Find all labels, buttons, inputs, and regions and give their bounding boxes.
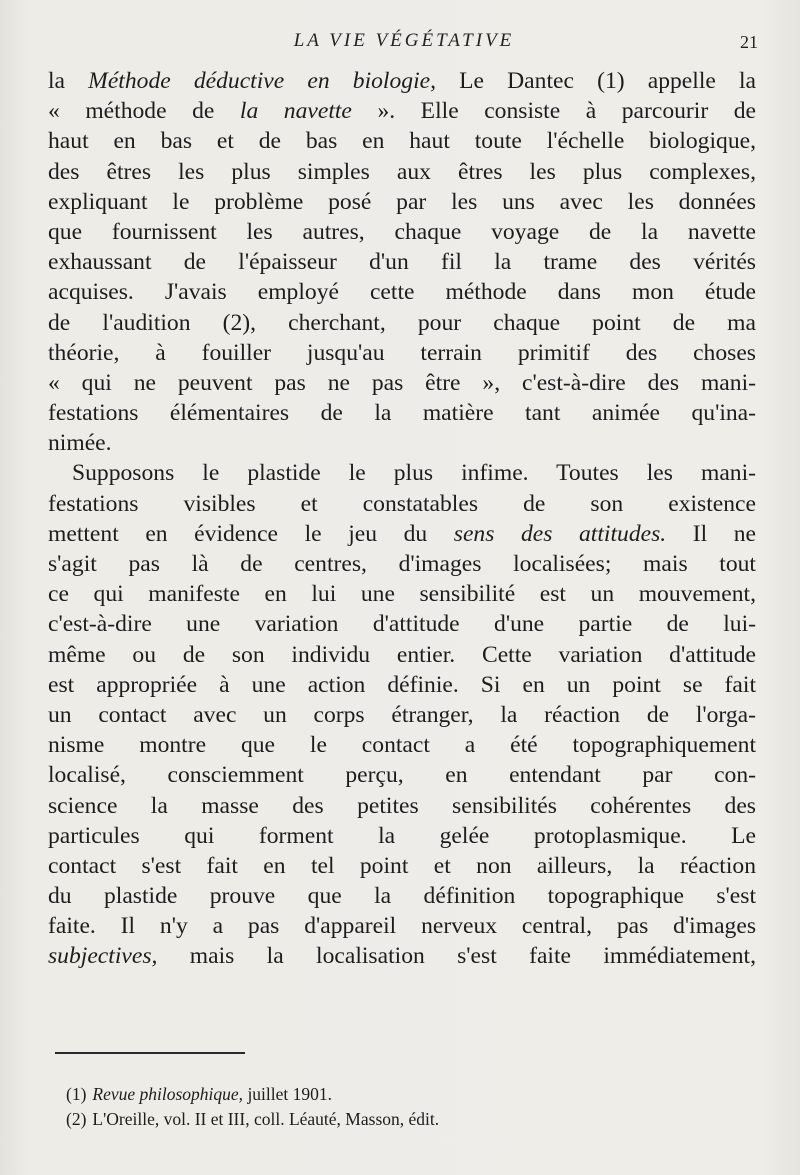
text-run: particules qui forment la gelée protoplasmique. Le — [48, 822, 756, 849]
text-line — [48, 730, 756, 760]
text-run: que fournissent les autres, chaque voyage de la navette — [48, 218, 756, 245]
text-run: s'agit pas là de centres, d'images localisées; mais tout — [48, 551, 756, 577]
text-run: « méthode de — [48, 98, 240, 125]
text-run: de l'audition (2), cherchant, pour chaque point de ma — [48, 309, 756, 336]
body-text — [48, 66, 756, 972]
text-run: expliquant le problème posé par les uns avec les données — [48, 188, 756, 215]
text-line — [48, 881, 756, 911]
text-run: nisme montre que le contact a été topographiquement — [48, 732, 756, 759]
text-line — [48, 489, 756, 519]
footnote-title: Revue philosophique, — [92, 1084, 244, 1104]
text-line — [48, 519, 756, 549]
text-line — [48, 941, 756, 971]
text-run: un contact avec un corps étranger, la réaction de l'orga- — [48, 701, 756, 728]
footnote — [66, 1082, 666, 1107]
text-line — [48, 368, 756, 398]
text-line — [48, 821, 756, 851]
footnotes — [66, 1082, 666, 1132]
footnote-number: (2) — [66, 1109, 87, 1129]
text-run: Il ne — [666, 520, 757, 547]
text-line — [48, 760, 756, 790]
text-run: exhaussant de l'épaisseur d'un fil la trame des vérités — [48, 249, 756, 276]
text-run: localisé, consciemment perçu, en entendant par con- — [48, 762, 756, 789]
text-line — [48, 700, 756, 730]
text-run: haut en bas et de bas en haut toute l'échelle biologique, — [48, 128, 756, 155]
page-number: 21 — [740, 32, 758, 52]
text-run: mais la localisation s'est faite immédiatement, — [157, 943, 756, 970]
text-line — [48, 549, 756, 579]
italic-text: sens des attitudes. — [453, 520, 667, 547]
text-line — [48, 126, 756, 156]
text-run: science la masse des petites sensibilités cohérentes des — [48, 792, 756, 819]
text-line — [48, 579, 756, 609]
text-line — [48, 428, 756, 458]
text-run: nimée. — [48, 430, 112, 457]
text-line — [48, 670, 756, 700]
text-line — [48, 308, 756, 338]
text-line — [48, 851, 756, 881]
text-run: théorie, à fouiller jusqu'au terrain primitif des choses — [48, 339, 756, 366]
text-line — [48, 157, 756, 187]
footnote-text: L'Oreille, vol. II et III, coll. Léauté, Masson, édit. — [92, 1109, 440, 1129]
text-run: mettent en évidence le jeu du — [48, 520, 454, 547]
text-line — [48, 66, 756, 96]
text-line — [48, 398, 756, 428]
italic-text: la navette — [239, 98, 352, 125]
text-run: festations visibles et constatables de son existence — [48, 490, 756, 517]
text-run: Supposons le plastide le plus infime. Toutes les mani- — [72, 460, 756, 487]
footnote-text: juillet 1901. — [243, 1084, 333, 1104]
text-line — [48, 217, 756, 247]
text-line — [48, 277, 756, 307]
text-run: ce qui manifeste en lui une sensibilité est un mouvement, — [48, 581, 756, 608]
text-run: est appropriée à une action définie. Si en un point se fait — [48, 671, 756, 698]
text-run: « qui ne peuvent pas ne pas être », c'est-à-dire des mani- — [48, 369, 756, 396]
text-run: ». Elle consiste à parcourir de — [351, 98, 757, 125]
text-line — [48, 791, 756, 821]
text-run: des êtres les plus simples aux êtres les plus complexes, — [48, 158, 756, 185]
running-title: LA VIE VÉGÉTATIVE — [293, 30, 515, 51]
text-line — [48, 338, 756, 368]
text-line — [48, 187, 756, 217]
footnote-rule — [55, 1052, 245, 1054]
text-line — [48, 247, 756, 277]
text-run: festations élémentaires de la matière tant animée qu'ina- — [48, 400, 756, 427]
text-run: même ou de son individu entier. Cette variation d'attitude — [48, 641, 756, 668]
footnote — [66, 1107, 666, 1132]
page-header — [48, 30, 760, 58]
text-run: du plastide prouve que la définition topographique s'est — [48, 883, 756, 910]
text-run: faite. Il n'y a pas d'appareil nerveux central, pas d'images — [48, 913, 756, 940]
text-run: c'est-à-dire une variation d'attitude d'une partie de lui- — [48, 611, 756, 638]
text-line — [48, 458, 756, 488]
text-line — [48, 609, 756, 639]
text-line — [48, 640, 756, 670]
text-run: Le Dantec (1) appelle la — [436, 68, 757, 94]
text-run: la — [48, 68, 89, 94]
text-line — [48, 911, 756, 941]
footnote-number: (1) — [66, 1084, 87, 1104]
italic-text: Méthode déductive en biologie, — [88, 68, 436, 94]
text-run: acquises. J'avais employé cette méthode dans mon étude — [48, 279, 756, 306]
italic-text: subjectives, — [48, 943, 158, 970]
text-line — [48, 96, 756, 126]
text-run: contact s'est fait en tel point et non ailleurs, la réaction — [48, 852, 756, 879]
